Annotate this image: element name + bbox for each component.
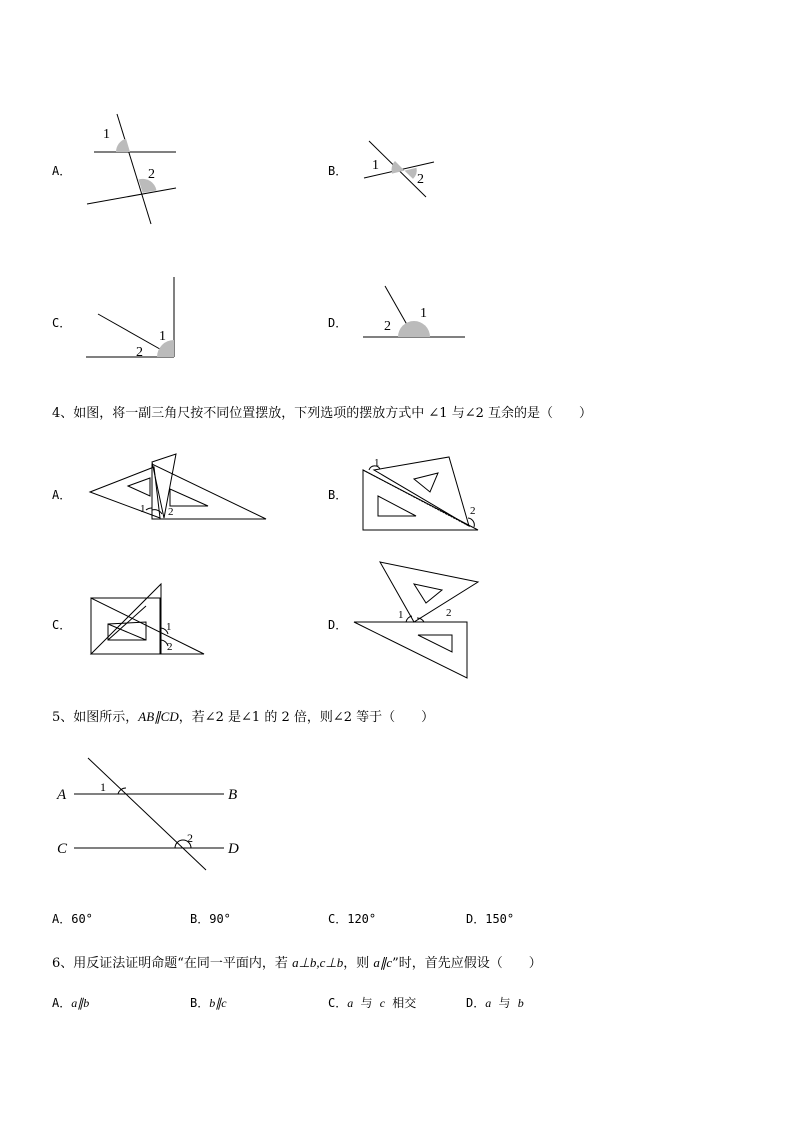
point-c-label: C bbox=[57, 841, 68, 857]
q5-option-d: D．150° bbox=[466, 912, 515, 926]
q3-option-b-figure bbox=[360, 136, 440, 206]
q4-option-a-label: A． bbox=[52, 488, 72, 502]
angle-1-label: 1 bbox=[398, 609, 404, 621]
q5-option-b: B．90° bbox=[190, 912, 231, 926]
q3-option-c-label: C． bbox=[52, 316, 72, 330]
q3-option-d-label: D． bbox=[328, 316, 348, 330]
q4-option-b-label: B． bbox=[328, 488, 348, 502]
q5-stem: 5、如图所示，AB∥CD，若∠2 是∠1 的 2 倍，则∠2 等于（ ） bbox=[52, 709, 435, 725]
q5-figure bbox=[54, 754, 254, 878]
q4-option-a-figure bbox=[86, 452, 272, 524]
angle-1-label: 1 bbox=[374, 457, 380, 469]
angle-1-label: 1 bbox=[159, 329, 166, 344]
q3-option-a-figure bbox=[80, 108, 190, 228]
angle-2-label: 2 bbox=[187, 831, 193, 845]
q4-option-b-figure bbox=[360, 450, 484, 534]
angle-2-label: 2 bbox=[446, 607, 452, 619]
q4-stem: 4、如图，将一副三角尺按不同位置摆放，下列选项的摆放方式中 ∠1 与∠2 互余的是（ ） bbox=[52, 406, 592, 421]
q4-option-c-figure bbox=[88, 582, 210, 658]
angle-2-label: 2 bbox=[136, 345, 143, 360]
q6-option-a: A．a∥b bbox=[52, 996, 90, 1010]
angle-2-label: 2 bbox=[470, 505, 476, 517]
q4-option-c-label: C． bbox=[52, 618, 72, 632]
q6-option-b: B．b∥c bbox=[190, 996, 227, 1010]
q6-option-d: D．a 与 b bbox=[466, 996, 524, 1010]
q6-stem: 6、用反证法证明命题“在同一平面内，若 a⊥b,c⊥b，则 a∥c”时，首先应假设（ ） bbox=[52, 955, 542, 971]
angle-2-label: 2 bbox=[148, 167, 155, 182]
angle-1-label: 1 bbox=[420, 306, 427, 321]
angle-1-label: 1 bbox=[100, 780, 106, 794]
q3-option-b-label: B． bbox=[328, 164, 348, 178]
q3-option-a-label: A． bbox=[52, 164, 72, 178]
angle-2-label: 2 bbox=[384, 319, 391, 334]
point-b-label: B bbox=[228, 787, 238, 803]
angle-1-label: 1 bbox=[103, 127, 110, 142]
q4-option-d-figure bbox=[350, 560, 480, 684]
angle-2-label: 2 bbox=[417, 172, 424, 187]
q5-option-a: A．60° bbox=[52, 912, 93, 926]
q3-option-c-figure bbox=[84, 274, 184, 364]
q6-option-c: C．a 与 c 相交 bbox=[328, 996, 417, 1010]
angle-1-label: 1 bbox=[166, 621, 172, 633]
q4-option-d-label: D． bbox=[328, 618, 348, 632]
angle-1-label: 1 bbox=[372, 158, 379, 173]
q3-option-d-figure bbox=[360, 282, 470, 344]
angle-2-label: 2 bbox=[167, 641, 173, 653]
angle-2-label: 2 bbox=[168, 506, 174, 518]
q5-option-c: C．120° bbox=[328, 912, 377, 926]
point-d-label: D bbox=[228, 841, 239, 857]
point-a-label: A bbox=[57, 787, 67, 803]
angle-1-label: 1 bbox=[140, 503, 146, 515]
